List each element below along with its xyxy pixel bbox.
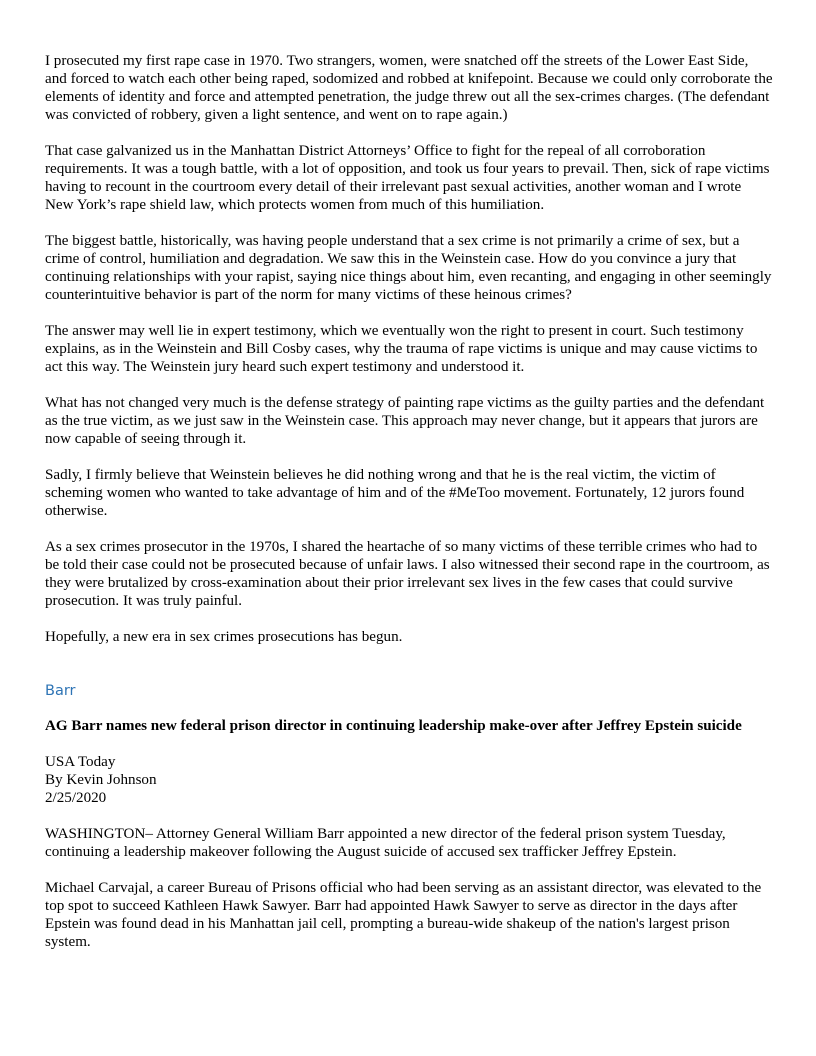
section-heading: Barr [45,683,76,699]
article-title: AG Barr names new federal prison director in continuing leadership make-over after Jeffrey Epstein suicide [45,718,742,734]
article-source: USA Today [45,754,116,770]
article-paragraph: The answer may well lie in expert testimony, which we eventually won the right to present in court. Such testimony explains, as in the Weinstein and Bill Cosby cases, why the trauma of rape victims is unique and may cause victims to act this way. The Weinstein jury heard such expert testimony and understood it. [45,323,758,375]
article-paragraph: What has not changed very much is the defense strategy of painting rape victims as the guilty parties and the defendant as the true victim, as we just saw in the Weinstein case. This approach may never change, but it appears that jurors are now capable of seeing through it. [45,395,765,447]
article-paragraph: As a sex crimes prosecutor in the 1970s, I shared the heartache of so many victims of these terrible crimes who had to be told their case could not be prosecuted because of unfair laws. I also witnessed their second rape in the courtroom, as they were brutalized by cross-examination about their prior irrelevant sex lives in the few cases that could survive prosecution. It was truly painful. [45,539,770,609]
document-page [45,52,773,951]
second-article [45,717,773,951]
article-byline: By Kevin Johnson [45,772,157,788]
article-paragraph: Michael Carvajal, a career Bureau of Prisons official who had been serving as an assistant director, was elevated to the top spot to succeed Kathleen Hawk Sawyer. Barr had appointed Hawk Sawyer to serve as director in the days after Epstein was found dead in his Manhattan jail cell, prompting a bureau-wide shakeup of the nation's largest prison system. [45,880,762,950]
article-paragraph: Sadly, I firmly believe that Weinstein believes he did nothing wrong and that he is the real victim, the victim of scheming women who wanted to take advantage of him and of the #MeToo movement. Fortunately, 12 jurors found otherwise. [45,467,745,519]
article-paragraph: That case galvanized us in the Manhattan District Attorneys’ Office to fight for the repeal of all corroboration requirements. It was a tough battle, with a lot of opposition, and took us four years to prevail. Then, sick of rape victims having to recount in the courtroom every detail of their irrelevant past sexual activities, another woman and I wrote New York’s rape shield law, which protects women from much of this humiliation. [45,143,770,213]
article-date: 2/25/2020 [45,790,107,806]
article-paragraph: WASHINGTON– Attorney General William Barr appointed a new director of the federal prison system Tuesday, continuing a leadership makeover following the August suicide of accused sex trafficker Jeffrey Epstein. [45,826,726,860]
first-article-body [45,52,773,646]
article-paragraph: Hopefully, a new era in sex crimes prosecutions has begun. [45,629,403,645]
article-paragraph: I prosecuted my first rape case in 1970. Two strangers, women, were snatched off the streets of the Lower East Side, and forced to watch each other being raped, sodomized and robbed at knifepoint. Because we could only corroborate the elements of identity and force and attempted penetration, the judge threw out all the sex-crimes charges. (The defendant was convicted of robbery, given a light sentence, and went on to rape again.) [45,53,773,123]
article-paragraph: The biggest battle, historically, was having people understand that a sex crime is not primarily a crime of sex, but a crime of control, humiliation and degradation. We saw this in the Weinstein case. How do you convince a jury that continuing relationships with your rapist, saying nice things about him, even recanting, and engaging in other seemingly counterintuitive behavior is part of the norm for many victims of these heinous crimes? [45,233,772,303]
article-meta [45,753,773,807]
